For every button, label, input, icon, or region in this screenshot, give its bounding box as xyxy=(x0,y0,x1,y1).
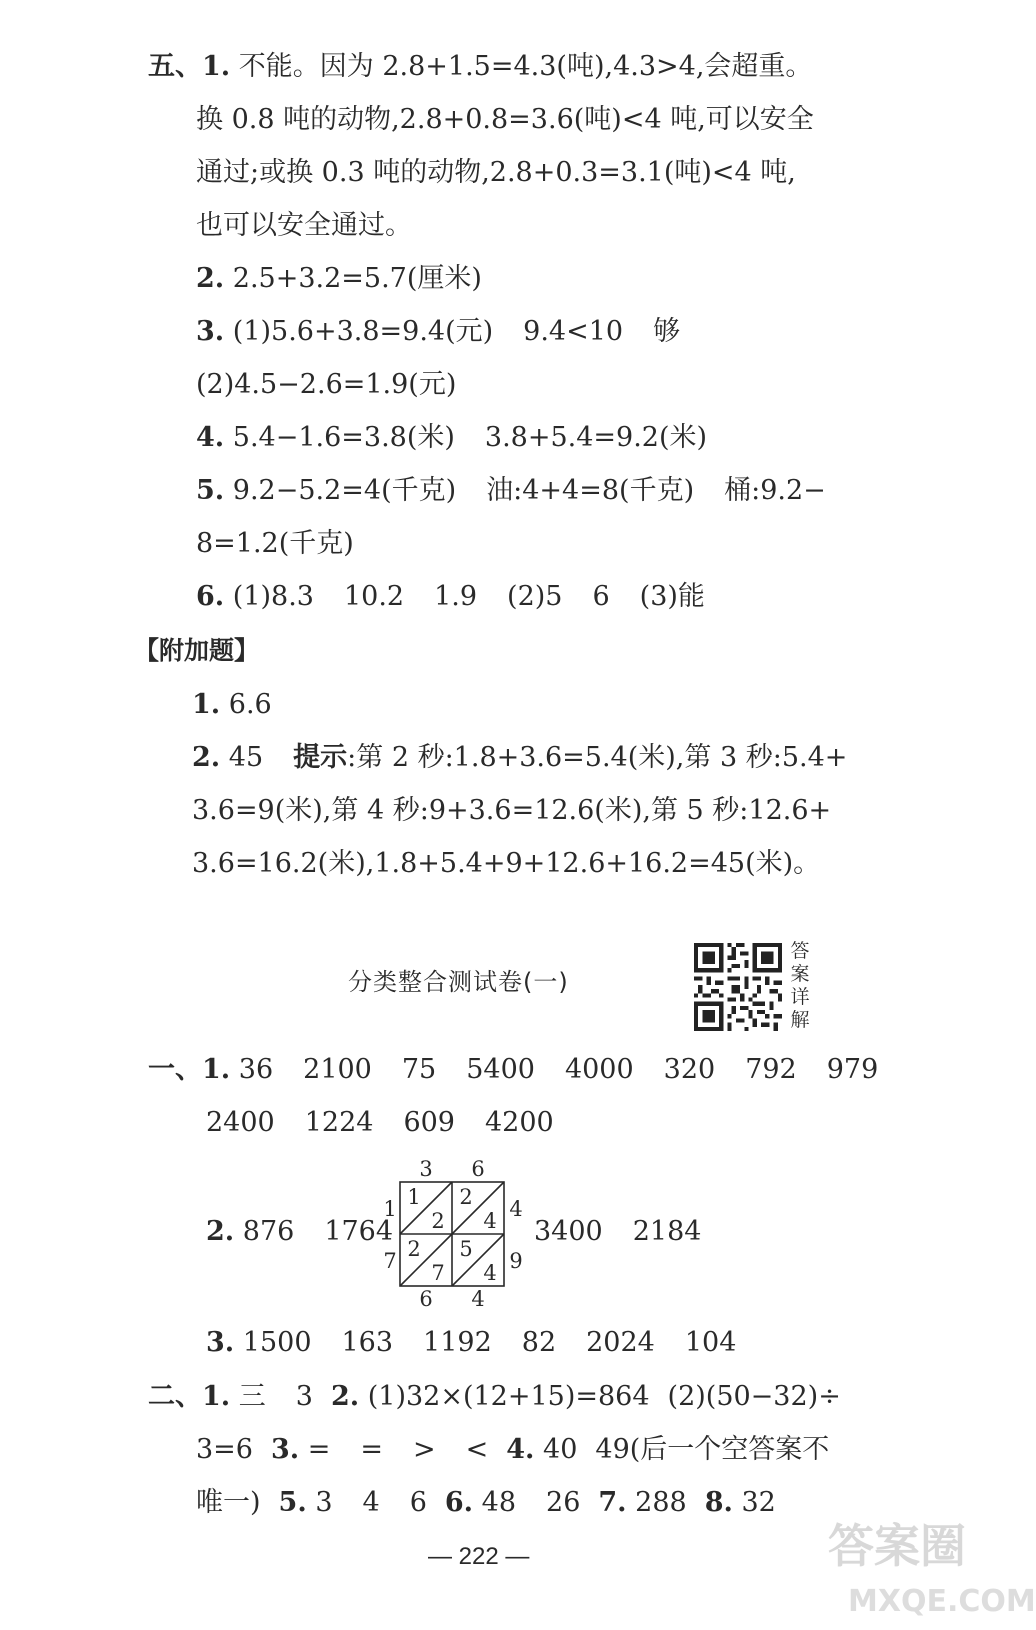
sec5-q1-line1 xyxy=(148,50,812,84)
question-number: 1. xyxy=(202,1381,231,1412)
question-number: 3. xyxy=(196,316,225,347)
answer-text: 6 xyxy=(592,581,610,612)
answer-text: 32 xyxy=(741,1487,776,1518)
question-number: 6. xyxy=(196,581,225,612)
answer-text: 40 xyxy=(543,1434,578,1465)
qr-caption xyxy=(788,940,812,1032)
bonus-q2-line1 xyxy=(192,741,847,775)
question-number: 1. xyxy=(192,689,221,720)
sec5-q3-line1 xyxy=(196,315,680,349)
sec5-q5-line1 xyxy=(196,474,826,508)
question-number: 6. xyxy=(444,1487,474,1518)
section-one-head: 一、 xyxy=(148,1054,202,1085)
sec5-q4 xyxy=(196,421,707,455)
answer-text: 3.8+5.4=9.2(米) xyxy=(484,422,708,453)
answer-text: 1500 xyxy=(242,1327,312,1358)
qr-caption-char: 解 xyxy=(790,1009,810,1031)
answer-text: 3 xyxy=(295,1381,313,1412)
bonus-q2-line3: 3.6=16.2(米),1.8+5.4+9+12.6+16.2=45(米)。 xyxy=(192,848,821,879)
answer-text: 4000 xyxy=(564,1054,634,1085)
qr-caption-char: 详 xyxy=(790,986,810,1008)
question-number: 4. xyxy=(506,1434,535,1465)
answer-text: 3=6 xyxy=(196,1434,253,1465)
sec5-q6 xyxy=(196,580,705,614)
answer-text: :第 2 秒:1.8+3.6=5.4(米),第 3 秒:5.4+ xyxy=(347,742,848,773)
answer-text: 36 xyxy=(238,1054,274,1085)
answer-text: 163 xyxy=(341,1327,394,1358)
section-two-head: 二、 xyxy=(148,1381,202,1412)
grid-cell-tens: 5 xyxy=(459,1237,473,1261)
answer-text: 够 xyxy=(653,316,681,347)
bonus-q1 xyxy=(192,688,272,722)
answer-text: 6 xyxy=(409,1487,427,1518)
answer-text: 45 xyxy=(228,742,264,773)
answer-text: 4 xyxy=(362,1487,380,1518)
grid-cell-tens: 2 xyxy=(459,1185,473,1209)
test-title: 分类整合测试卷(一) xyxy=(348,968,569,996)
answer-text: 2400 xyxy=(206,1107,275,1138)
sec1-q2-right xyxy=(534,1215,701,1249)
sec5-q1-line3: 通过;或换 0.3 吨的动物,2.8+0.3=3.1(吨)<4 吨, xyxy=(196,157,796,188)
question-number: 2. xyxy=(330,1381,360,1412)
bonus-q2-line2: 3.6=9(米),第 4 秒:9+3.6=12.6(米),第 5 秒:12.6+ xyxy=(192,795,832,826)
sec1-q2-left xyxy=(206,1215,393,1249)
grid-bottom-digit: 6 xyxy=(419,1287,433,1311)
answer-text: (1)5.6+3.8=9.4(元) xyxy=(232,316,494,347)
answer-text: < xyxy=(465,1434,489,1465)
hint-label: 提示 xyxy=(293,742,348,773)
answer-text: 1192 xyxy=(423,1327,492,1358)
question-number: 7. xyxy=(598,1487,627,1518)
page-number-value: 222 xyxy=(458,1543,499,1570)
answer-text: 2184 xyxy=(632,1216,702,1247)
question-number: 2. xyxy=(192,742,221,773)
grid-cell-tens: 1 xyxy=(407,1185,421,1209)
sec1-q1-row2 xyxy=(206,1106,554,1140)
answer-text: 320 xyxy=(663,1054,716,1085)
sec5-q1-line2: 换 0.8 吨的动物,2.8+0.8=3.6(吨)<4 吨,可以安全 xyxy=(196,104,814,135)
grid-cell-ones: 4 xyxy=(483,1209,497,1233)
page-number xyxy=(428,1540,529,1574)
grid-right-digit: 4 xyxy=(509,1197,523,1221)
section-five-head: 五、 xyxy=(148,51,202,82)
answer-text: 49(后一个空答案不 xyxy=(595,1434,830,1465)
sec5-q1-line4: 也可以安全通过。 xyxy=(196,210,412,241)
answer-text: 1764 xyxy=(324,1216,394,1247)
grid-cell-tens: 2 xyxy=(407,1237,421,1261)
answer-text: 5.4−1.6=3.8(米) xyxy=(232,422,455,453)
answer-text: (1)32×(12+15)=864 xyxy=(367,1381,650,1412)
question-number: 3. xyxy=(206,1327,235,1358)
page-dash: — xyxy=(428,1543,452,1570)
answer-text: 6.6 xyxy=(228,689,272,720)
grid-cell-ones: 4 xyxy=(483,1261,497,1285)
sec5-q5-line2: 8=1.2(千克) xyxy=(196,528,354,559)
grid-left-digit: 7 xyxy=(383,1249,397,1273)
qr-caption-char: 案 xyxy=(790,963,810,985)
bonus-heading: 【附加题】 xyxy=(134,636,260,665)
answer-text: 三 xyxy=(238,1381,266,1412)
grid-cell-ones: 2 xyxy=(431,1209,445,1233)
sec1-q3 xyxy=(206,1326,736,1360)
grid-top-digit: 6 xyxy=(471,1157,485,1181)
page-dash: — xyxy=(505,1543,530,1570)
answer-text: 876 xyxy=(242,1216,295,1247)
question-number: 1. xyxy=(202,1054,231,1085)
question-number: 3. xyxy=(270,1434,300,1465)
question-number: 5. xyxy=(196,475,225,506)
answer-text: 82 xyxy=(521,1327,557,1358)
question-number: 2. xyxy=(196,263,225,294)
answer-text: 9.4<10 xyxy=(523,316,624,347)
watermark-text: 答案圈 xyxy=(828,1519,966,1573)
answer-text: 26 xyxy=(546,1487,581,1518)
answer-text: 2024 xyxy=(586,1327,655,1358)
answer-text: 104 xyxy=(684,1327,737,1358)
question-number: 1. xyxy=(202,51,231,82)
answer-text: 3400 xyxy=(534,1216,603,1247)
watermark-logo xyxy=(828,1510,1036,1630)
answer-text: (1)8.3 xyxy=(232,581,314,612)
answer-text: 609 xyxy=(403,1107,455,1138)
answer-text: (2)5 xyxy=(507,581,563,612)
sec5-q3-line2: (2)4.5−2.6=1.9(元) xyxy=(196,369,457,400)
grid-top-digit: 3 xyxy=(419,1157,433,1181)
sec2-line2 xyxy=(196,1433,829,1467)
question-number: 2. xyxy=(206,1216,235,1247)
answer-text: 75 xyxy=(401,1054,437,1085)
answer-text: 792 xyxy=(745,1054,797,1085)
answer-text: 10.2 xyxy=(343,581,405,612)
grid-right-digit: 9 xyxy=(509,1249,523,1273)
grid-bottom-digit: 4 xyxy=(471,1287,485,1311)
sec2-line1 xyxy=(148,1380,841,1414)
sec2-line3 xyxy=(196,1486,776,1520)
answer-text: = xyxy=(360,1434,384,1465)
answer-text: 288 xyxy=(635,1487,687,1518)
answer-text: = xyxy=(307,1434,331,1465)
grid-cell-ones: 7 xyxy=(431,1261,445,1285)
answer-text: 9.2−5.2=4(千克) xyxy=(232,475,457,506)
question-number: 5. xyxy=(278,1487,307,1518)
qr-code-icon[interactable] xyxy=(694,943,782,1031)
answer-text: 桶:9.2− xyxy=(724,475,826,506)
answer-text: 唯一) xyxy=(196,1487,261,1518)
answer-text: (3)能 xyxy=(639,581,705,612)
answer-text: 48 xyxy=(481,1487,517,1518)
answer-text: 油:4+4=8(千克) xyxy=(486,475,695,506)
lattice-multiplication-grid xyxy=(378,1157,528,1311)
answer-text: 3 xyxy=(315,1487,333,1518)
qr-caption-char: 答 xyxy=(790,940,810,962)
answer-text: 4200 xyxy=(484,1107,554,1138)
answer-text: > xyxy=(413,1434,436,1465)
grid-left-digit: 1 xyxy=(383,1197,397,1221)
answer-text: 979 xyxy=(826,1054,879,1085)
watermark-url: MXQE.COM xyxy=(848,1584,1036,1619)
answer-text: 5400 xyxy=(466,1054,535,1085)
answer-text: 不能。因为 2.8+1.5=4.3(吨),4.3>4,会超重。 xyxy=(238,51,813,82)
question-number: 8. xyxy=(704,1487,733,1518)
answer-text: 1224 xyxy=(304,1107,374,1138)
question-number: 4. xyxy=(196,422,225,453)
sec1-q1-row1 xyxy=(148,1053,878,1087)
answer-text: 1.9 xyxy=(434,581,478,612)
sec5-q2 xyxy=(196,262,482,296)
answer-text: 2.5+3.2=5.7(厘米) xyxy=(232,263,482,294)
answer-text: 2100 xyxy=(303,1054,372,1085)
answer-text: (2)(50−32)÷ xyxy=(667,1381,841,1412)
